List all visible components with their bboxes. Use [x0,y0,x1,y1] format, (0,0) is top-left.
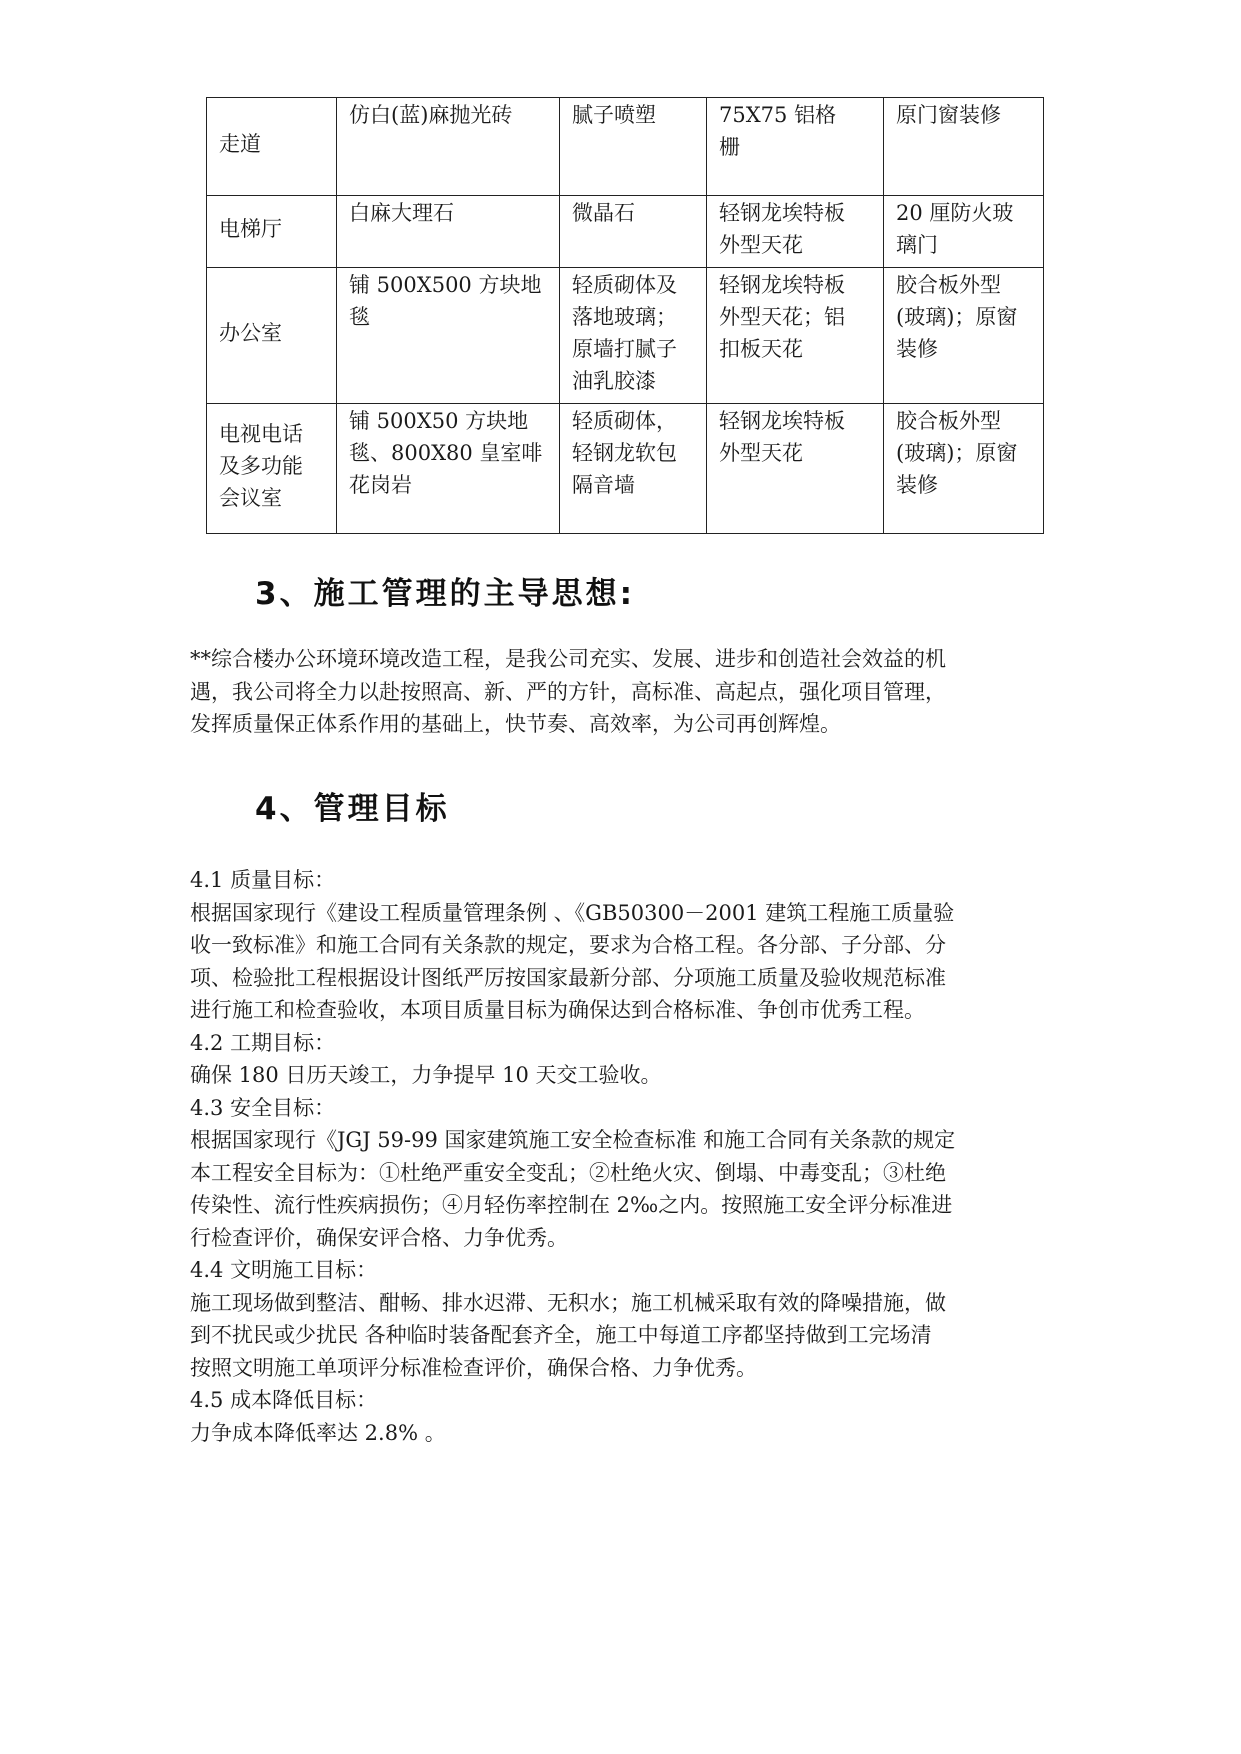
table-cell-ceiling [707,268,884,404]
cell-text: 轻钢龙埃特板 [719,201,845,225]
cell-text: 75X75 铝格 [719,103,837,127]
cell-text: 胶合板外型 [896,273,1001,297]
table-cell-wall [560,196,707,268]
table-cell-wall [560,404,707,534]
cell-text: 璃门 [896,233,938,257]
cell-text: 外型天花 [719,441,803,465]
text-line: 4.1 质量目标： [190,868,336,892]
text-line: 收一致标准》和施工合同有关条款的规定，要求为合格工程。各分部、子分部、分 [190,933,946,957]
cell-text: 电梯厅 [219,217,282,241]
cell-text: 扣板天花 [719,337,803,361]
cell-text: 落地玻璃； [572,305,677,329]
table-row [207,196,1044,268]
cell-text: 电视电话 [219,422,303,446]
cell-text: 办公室 [219,321,282,345]
cell-text: (玻璃)；原窗 [896,441,1018,465]
section-4-body [190,864,1060,1449]
section-4-heading: 4、管理目标 [255,791,450,827]
text-line: 到不扰民或少扰民 各种临时装备配套齐全，施工中每道工序都坚持做到工完场清 [190,1323,932,1347]
text-line: 进行施工和检查验收，本项目质量目标为确保达到合格标准、争创市优秀工程。 [190,998,925,1022]
cell-text: 白麻大理石 [349,201,454,225]
table-cell-floor [337,196,560,268]
cell-text: 外型天花；铝 [719,305,845,329]
table-cell-wall [560,268,707,404]
cell-text: 毯 [349,305,370,329]
table-cell-room [207,98,337,196]
section-3-heading: 3、施工管理的主导思想: [255,576,635,612]
text-line: **综合楼办公环境环境改造工程，是我公司充实、发展、进步和创造社会效益的机 [190,647,946,671]
cell-text: 铺 500X500 方块地 [349,273,542,297]
cell-text: (玻璃)；原窗 [896,305,1018,329]
text-line: 发挥质量保正体系作用的基础上，快节奏、高效率，为公司再创辉煌。 [190,712,841,736]
table-row [207,98,1044,196]
cell-text: 原门窗装修 [896,103,1001,127]
cell-text: 会议室 [219,486,282,510]
table-cell-door [884,268,1044,404]
table-cell-ceiling [707,98,884,196]
cell-text: 轻质砌体及 [572,273,677,297]
cell-text: 轻钢龙埃特板 [719,409,845,433]
cell-text: 微晶石 [572,201,635,225]
text-line: 施工现场做到整洁、酣畅、排水迟滞、无积水；施工机械采取有效的降噪措施，做 [190,1290,946,1315]
table-cell-door [884,98,1044,196]
finish-schedule-table [206,97,1044,534]
cell-text: 毯、800X80 皇室啡 [349,441,543,465]
cell-text: 装修 [896,337,938,361]
table-cell-door [884,404,1044,534]
table-cell-floor [337,268,560,404]
table-cell-ceiling [707,404,884,534]
cell-text: 轻钢龙软包 [572,441,677,465]
cell-text: 腻子喷塑 [572,103,656,127]
text-line: 项、检验批工程根据设计图纸严厉按国家最新分部、分项施工质量及验收规范标准 [190,965,946,990]
text-line: 根据国家现行《建设工程质量管理条例 、《GB50300－2001 建筑工程施工质量验 [190,900,955,925]
section-3-paragraph [190,643,1060,741]
cell-text: 油乳胶漆 [572,369,656,393]
text-line: 4.2 工期目标： [190,1030,336,1055]
cell-text: 走道 [219,132,261,156]
finish-schedule-body [207,98,1044,534]
text-line: 根据国家现行《JGJ 59-99 国家建筑施工安全检查标准 和施工合同有关条款的规定 [190,1128,956,1152]
cell-text: 及多功能 [219,454,303,478]
text-line: 传染性、流行性疾病损伤；④月轻伤率控制在 2‰之内。按照施工安全评分标准进 [190,1193,953,1217]
table-cell-ceiling [707,196,884,268]
cell-text: 铺 500X50 方块地 [349,409,529,433]
cell-text: 轻质砌体， [572,409,677,433]
text-line: 遇，我公司将全力以赴按照高、新、严的方针，高标准、高起点，强化项目管理， [190,679,946,704]
cell-text: 轻钢龙埃特板 [719,273,845,297]
table-cell-room [207,196,337,268]
cell-text: 隔音墙 [572,473,635,497]
text-line: 本工程安全目标为：①杜绝严重安全变乱；②杜绝火灾、倒塌、中毒变乱；③杜绝 [190,1160,946,1185]
cell-text: 装修 [896,473,938,497]
cell-text: 仿白(蓝)麻抛光砖 [349,103,513,127]
text-line: 4.4 文明施工目标： [190,1258,378,1282]
table-cell-wall [560,98,707,196]
text-line: 按照文明施工单项评分标准检查评价，确保合格、力争优秀。 [190,1355,757,1380]
cell-text: 胶合板外型 [896,409,1001,433]
text-line: 行检查评价，确保安评合格、力争优秀。 [190,1225,568,1250]
table-cell-floor [337,404,560,534]
table-cell-room [207,268,337,404]
table-row [207,404,1044,534]
table-cell-room [207,404,337,534]
table-cell-floor [337,98,560,196]
table-row [207,268,1044,404]
text-line: 力争成本降低率达 2.8% 。 [190,1420,446,1445]
cell-text: 栅 [719,135,740,159]
text-line: 确保 180 日历天竣工，力争提早 10 天交工验收。 [190,1063,662,1087]
cell-text: 20 厘防火玻 [896,201,1014,225]
cell-text: 外型天花 [719,233,803,257]
table-cell-door [884,196,1044,268]
cell-text: 花岗岩 [349,473,412,497]
cell-text: 原墙打腻子 [572,337,677,361]
text-line: 4.3 安全目标： [190,1095,336,1120]
text-line: 4.5 成本降低目标： [190,1388,378,1412]
